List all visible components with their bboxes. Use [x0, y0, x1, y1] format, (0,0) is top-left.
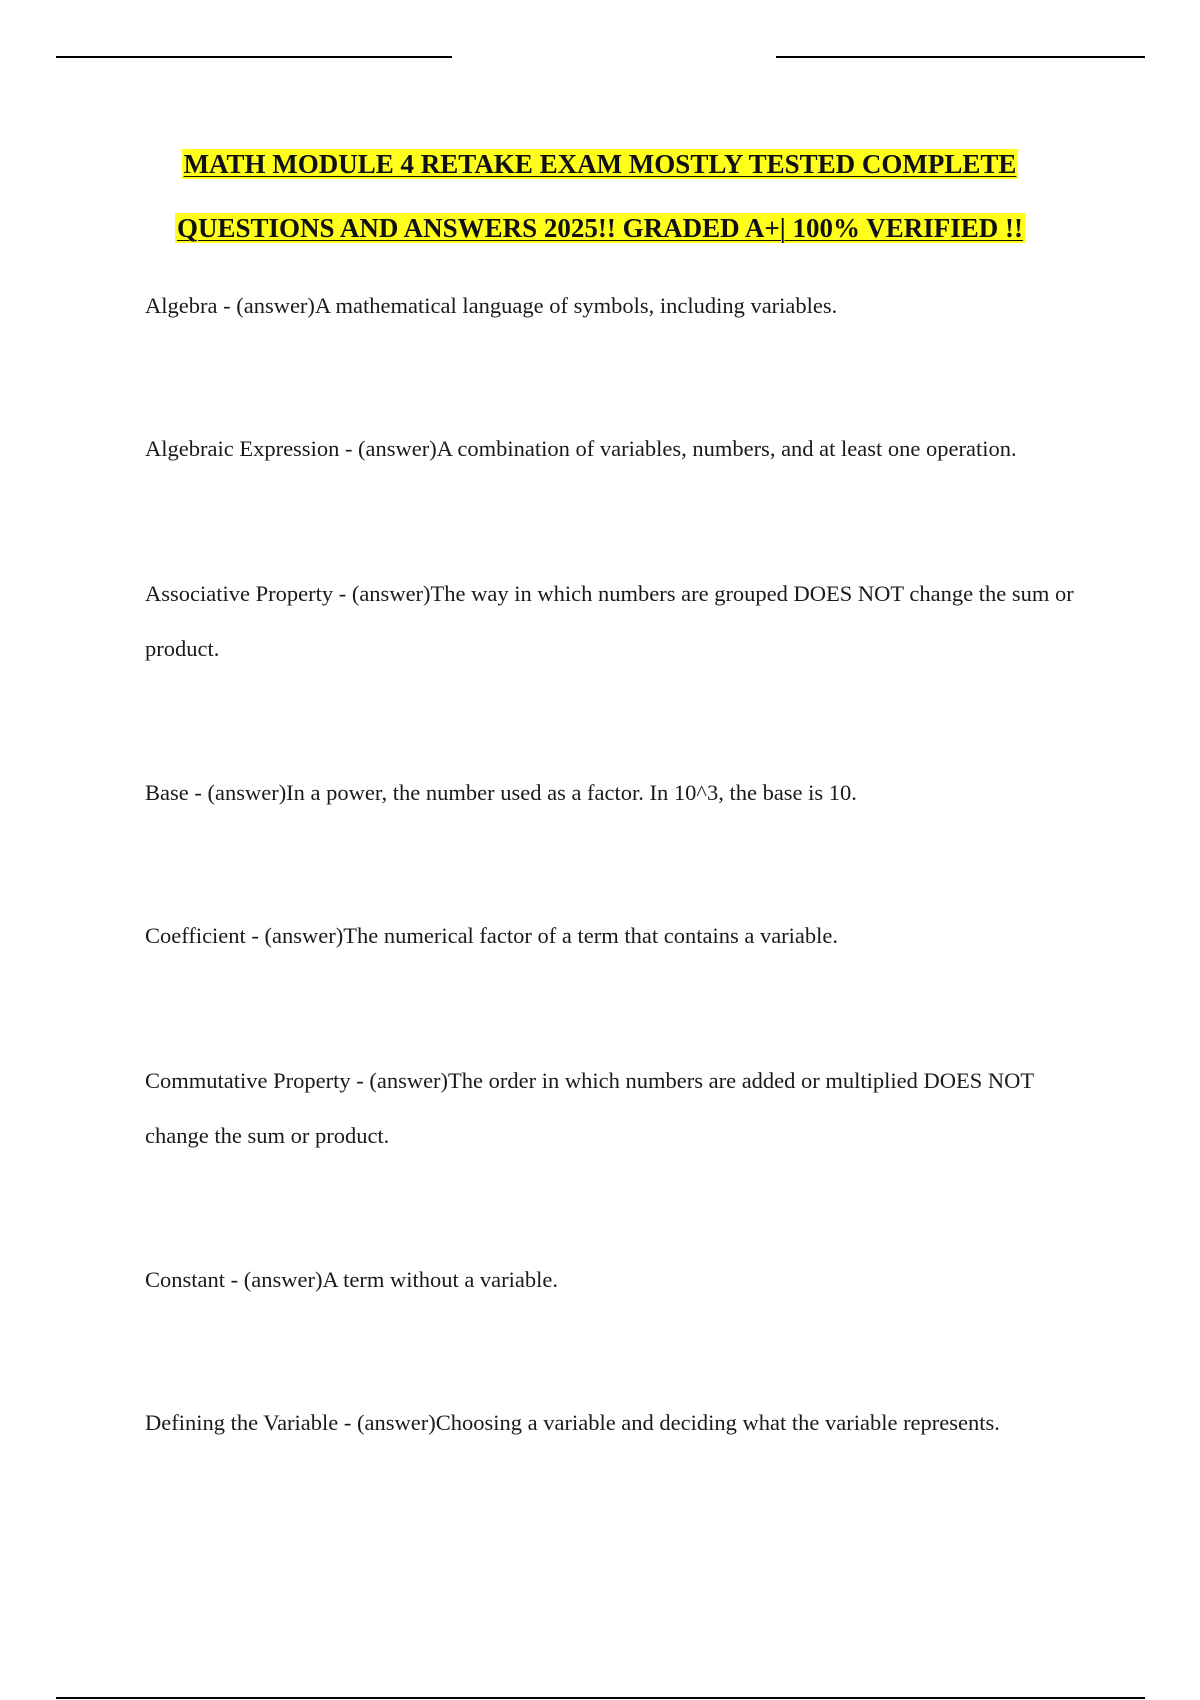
entry-algebra: Algebra - (answer)A mathematical language of symbols, including variables.	[145, 293, 838, 318]
entry-defining-the-variable: Defining the Variable - (answer)Choosing a variable and deciding what the variable represents.	[145, 1410, 1000, 1435]
header-rule-left	[56, 56, 452, 58]
entry-constant: Constant - (answer)A term without a variable.	[145, 1267, 559, 1292]
header-rule-right	[776, 56, 1145, 58]
entry-coefficient: Coefficient - (answer)The numerical factor of a term that contains a variable.	[145, 923, 839, 948]
title-highlight-1: MATH MODULE 4 RETAKE EXAM MOSTLY TESTED COMPLETE	[183, 149, 1017, 179]
entry-algebraic-expression: Algebraic Expression - (answer)A combination of variables, numbers, and at least one operation.	[145, 436, 1017, 461]
entry-associative-property: Associative Property - (answer)The way in which numbers are grouped DOES NOT change the sum or product.	[145, 581, 1074, 661]
entry-commutative-property: Commutative Property - (answer)The order in which numbers are added or multiplied DOES NOT change the sum or product.	[145, 1068, 1034, 1148]
entry-base: Base - (answer)In a power, the number used as a factor. In 10^3, the base is 10.	[145, 780, 857, 805]
title-highlight-2: QUESTIONS AND ANSWERS 2025!! GRADED A+| 100% VERIFIED !!	[177, 213, 1023, 243]
document-title-line-2	[0, 212, 1200, 244]
document-title-line-1	[0, 148, 1200, 180]
footer-rule	[56, 1697, 1145, 1699]
